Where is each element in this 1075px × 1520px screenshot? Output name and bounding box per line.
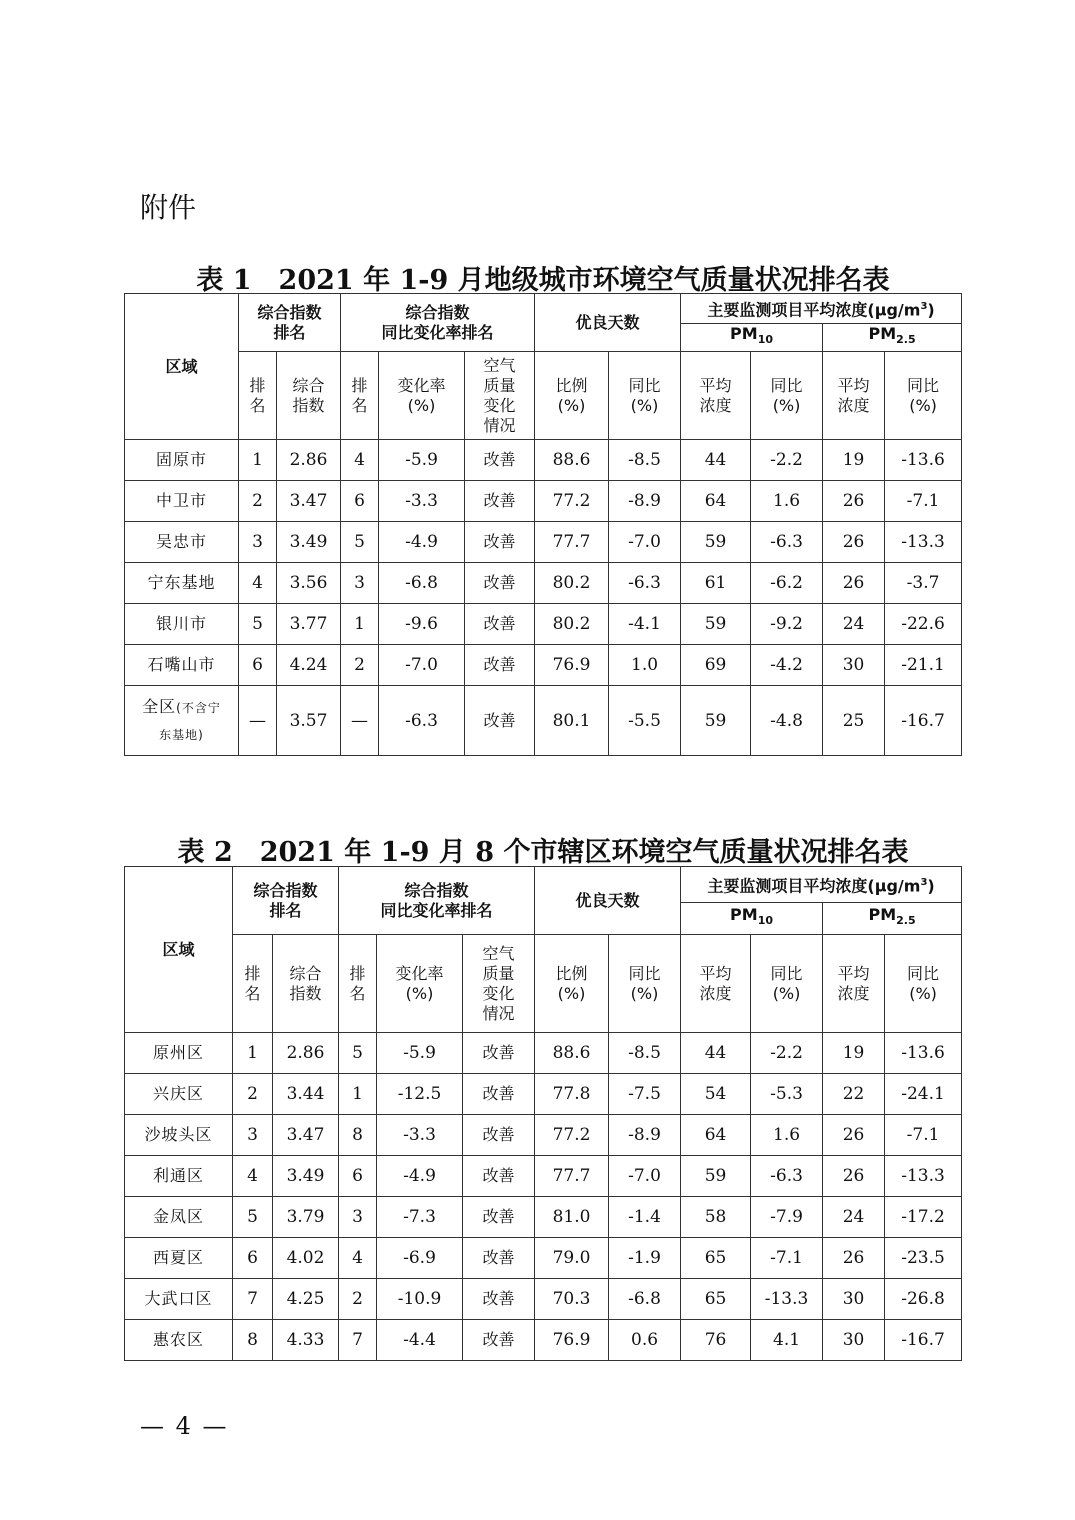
cell-pm10-avg: 64 — [681, 481, 751, 522]
cell-change-rank: — — [341, 686, 379, 756]
total-region-note: 东基地) — [159, 727, 204, 742]
cell-change-rate: -12.5 — [377, 1074, 463, 1115]
cell-region: 石嘴山市 — [125, 645, 239, 686]
cell-pm25-yoy: -3.7 — [885, 563, 962, 604]
cell-good-yoy: 0.6 — [609, 1320, 681, 1361]
header-index: 综合 指数 — [273, 935, 339, 1033]
cell-good-yoy: -8.9 — [609, 1115, 681, 1156]
cell-pm10-yoy: -7.1 — [751, 1238, 823, 1279]
cell-rank: 6 — [233, 1238, 273, 1279]
cell-region: 金凤区 — [125, 1197, 233, 1238]
cell-pm25-avg: 30 — [823, 1320, 885, 1361]
table-row — [125, 1115, 962, 1156]
header-index: 综合 指数 — [277, 352, 341, 440]
cell-pm10-yoy: -5.3 — [751, 1074, 823, 1115]
cell-good-ratio: 88.6 — [535, 440, 609, 481]
cell-good-ratio: 80.1 — [535, 686, 609, 756]
cell-pm10-avg: 64 — [681, 1115, 751, 1156]
cell-pm10-avg: 58 — [681, 1197, 751, 1238]
cell-pm25-yoy: -17.2 — [885, 1197, 962, 1238]
table-row — [125, 481, 962, 522]
cell-change-rank: 3 — [341, 563, 379, 604]
cell-quality: 改善 — [465, 440, 535, 481]
cell-change-rate: -5.9 — [379, 440, 465, 481]
cell-change-rate: -4.9 — [377, 1156, 463, 1197]
cell-change-rank: 5 — [341, 522, 379, 563]
cell-rank: 4 — [233, 1156, 273, 1197]
cell-good-yoy: -1.4 — [609, 1197, 681, 1238]
cell-change-rank: 1 — [341, 604, 379, 645]
cell-region: 银川市 — [125, 604, 239, 645]
cell-rank: 3 — [233, 1115, 273, 1156]
cell-good-yoy: -7.0 — [609, 1156, 681, 1197]
table-row — [125, 1320, 962, 1361]
cell-index: 3.79 — [273, 1197, 339, 1238]
cell-pm10-yoy: -13.3 — [751, 1279, 823, 1320]
table1-title: 表 1 2021 年 1-9 月地级城市环境空气质量状况排名表 — [196, 265, 890, 296]
cell-quality: 改善 — [465, 645, 535, 686]
header-change-rate: 变化率 (%) — [377, 935, 463, 1033]
cell-rank: 1 — [239, 440, 277, 481]
cell-change-rank: 2 — [339, 1279, 377, 1320]
cell-pm10-yoy: -4.8 — [751, 686, 823, 756]
cell-index: 3.47 — [273, 1115, 339, 1156]
cell-change-rank: 6 — [341, 481, 379, 522]
table-row — [125, 1279, 962, 1320]
header-good-yoy: 同比 (%) — [609, 935, 681, 1033]
cell-quality: 改善 — [463, 1033, 535, 1074]
cell-pm25-yoy: -7.1 — [885, 1115, 962, 1156]
header-rank: 排 名 — [239, 352, 277, 440]
cell-quality: 改善 — [463, 1115, 535, 1156]
cell-pm25-avg: 25 — [823, 686, 885, 756]
cell-index: 4.25 — [273, 1279, 339, 1320]
cell-pm10-avg: 59 — [681, 1156, 751, 1197]
cell-change-rank: 4 — [339, 1238, 377, 1279]
cell-pm25-yoy: -22.6 — [885, 604, 962, 645]
cell-good-ratio: 79.0 — [535, 1238, 609, 1279]
cell-good-ratio: 81.0 — [535, 1197, 609, 1238]
cell-good-ratio: 77.7 — [535, 1156, 609, 1197]
table-row — [125, 1238, 962, 1279]
cell-index: 2.86 — [277, 440, 341, 481]
cell-region: 固原市 — [125, 440, 239, 481]
total-region-note: (不含宁 — [176, 700, 221, 715]
cell-pm25-yoy: -23.5 — [885, 1238, 962, 1279]
cell-pm10-avg: 69 — [681, 645, 751, 686]
table-row — [125, 645, 962, 686]
cell-pm25-avg: 24 — [823, 604, 885, 645]
attachment-label: 附件 — [140, 191, 197, 224]
cell-pm25-avg: 19 — [823, 440, 885, 481]
cell-pm25-avg: 24 — [823, 1197, 885, 1238]
cell-pm10-avg: 44 — [681, 440, 751, 481]
header-change-rank-short: 排 名 — [341, 352, 379, 440]
cell-index: 3.44 — [273, 1074, 339, 1115]
cell-pm25-avg: 26 — [823, 1238, 885, 1279]
cell-good-yoy: -8.9 — [609, 481, 681, 522]
header-good-yoy: 同比 (%) — [609, 352, 681, 440]
cell-change-rank: 4 — [341, 440, 379, 481]
cell-index: 4.02 — [273, 1238, 339, 1279]
cell-good-ratio: 77.2 — [535, 1115, 609, 1156]
cell-index: 3.49 — [277, 522, 341, 563]
page-number: — 4 — — [140, 1412, 229, 1440]
cell-pm25-yoy: -13.6 — [885, 1033, 962, 1074]
cell-pm10-yoy: -2.2 — [751, 440, 823, 481]
header-pm10-avg: 平均 浓度 — [681, 935, 751, 1033]
cell-good-yoy: -5.5 — [609, 686, 681, 756]
cell-rank: 5 — [233, 1197, 273, 1238]
cell-rank: 4 — [239, 563, 277, 604]
header-ratio: 比例 (%) — [535, 352, 609, 440]
cell-good-yoy: -8.5 — [609, 440, 681, 481]
table-row — [125, 686, 962, 756]
header-composite-rank: 综合指数 排名 — [233, 867, 339, 935]
header-change-rank: 综合指数 同比变化率排名 — [339, 867, 535, 935]
table-row — [125, 440, 962, 481]
header-pm25: $PM_{2.5}$ — [823, 903, 962, 935]
header-pm25-yoy: 同比 (%) — [885, 935, 962, 1033]
cell-pm25-yoy: -16.7 — [885, 1320, 962, 1361]
cell-rank: 6 — [239, 645, 277, 686]
cell-quality: 改善 — [463, 1320, 535, 1361]
cell-index: 3.47 — [277, 481, 341, 522]
cell-quality: 改善 — [463, 1279, 535, 1320]
header-pm10-yoy: 同比 (%) — [751, 352, 823, 440]
cell-good-yoy: 1.0 — [609, 645, 681, 686]
cell-pm10-yoy: -6.3 — [751, 522, 823, 563]
cell-pm10-avg: 44 — [681, 1033, 751, 1074]
header-region: 区域 — [125, 294, 239, 440]
cell-quality: 改善 — [465, 522, 535, 563]
cell-good-ratio: 80.2 — [535, 604, 609, 645]
cell-pm25-yoy: -13.3 — [885, 1156, 962, 1197]
header-region: 区域 — [125, 867, 233, 1033]
cell-change-rank: 3 — [339, 1197, 377, 1238]
cell-rank: — — [239, 686, 277, 756]
cell-change-rate: -6.8 — [379, 563, 465, 604]
cell-change-rank: 2 — [341, 645, 379, 686]
cell-pm25-avg: 22 — [823, 1074, 885, 1115]
cell-quality: 改善 — [465, 686, 535, 756]
cell-pm10-yoy: -4.2 — [751, 645, 823, 686]
cell-pm10-avg: 65 — [681, 1238, 751, 1279]
cell-good-yoy: -6.3 — [609, 563, 681, 604]
cell-change-rate: -6.3 — [379, 686, 465, 756]
cell-change-rate: -9.6 — [379, 604, 465, 645]
cell-good-ratio: 76.9 — [535, 645, 609, 686]
cell-pm10-avg: 59 — [681, 686, 751, 756]
cell-change-rate: -3.3 — [377, 1115, 463, 1156]
cell-index: 4.33 — [273, 1320, 339, 1361]
cell-pm25-yoy: -24.1 — [885, 1074, 962, 1115]
cell-change-rate: -4.9 — [379, 522, 465, 563]
header-good-days: 优良天数 — [535, 294, 681, 352]
cell-quality: 改善 — [463, 1238, 535, 1279]
cell-pm10-avg: 76 — [681, 1320, 751, 1361]
cell-pm10-yoy: 1.6 — [751, 1115, 823, 1156]
cell-pm25-avg: 26 — [823, 481, 885, 522]
cell-region: 兴庆区 — [125, 1074, 233, 1115]
cell-index: 2.86 — [273, 1033, 339, 1074]
cell-change-rate: -7.0 — [379, 645, 465, 686]
cell-region: 大武口区 — [125, 1279, 233, 1320]
cell-region: 宁东基地 — [125, 563, 239, 604]
header-pm10: $PM_{10}$ — [681, 903, 823, 935]
cell-region: 利通区 — [125, 1156, 233, 1197]
table-row — [125, 1197, 962, 1238]
cell-rank: 7 — [233, 1279, 273, 1320]
cell-pm10-avg: 54 — [681, 1074, 751, 1115]
cell-pm25-avg: 26 — [823, 1156, 885, 1197]
cell-good-ratio: 77.8 — [535, 1074, 609, 1115]
table-row — [125, 1033, 962, 1074]
cell-rank: 1 — [233, 1033, 273, 1074]
table-row — [125, 604, 962, 645]
cell-pm10-yoy: -2.2 — [751, 1033, 823, 1074]
header-pm10-avg: 平均 浓度 — [681, 352, 751, 440]
cell-pm25-avg: 26 — [823, 522, 885, 563]
table-row — [125, 1074, 962, 1115]
cell-quality: 改善 — [465, 563, 535, 604]
cell-good-yoy: -7.0 — [609, 522, 681, 563]
cell-region: 吴忠市 — [125, 522, 239, 563]
cell-pm25-avg: 26 — [823, 563, 885, 604]
cell-pm10-avg: 61 — [681, 563, 751, 604]
cell-good-yoy: -1.9 — [609, 1238, 681, 1279]
cell-pm10-yoy: -9.2 — [751, 604, 823, 645]
cell-good-ratio: 88.6 — [535, 1033, 609, 1074]
header-pm25: $PM_{2.5}$ — [823, 324, 962, 352]
table1 — [124, 293, 962, 756]
cell-index: 3.49 — [273, 1156, 339, 1197]
cell-quality: 改善 — [463, 1197, 535, 1238]
header-pm25-yoy: 同比 (%) — [885, 352, 962, 440]
cell-quality: 改善 — [465, 604, 535, 645]
cell-rank: 3 — [239, 522, 277, 563]
cell-pm10-avg: 59 — [681, 522, 751, 563]
cell-pm25-yoy: -13.3 — [885, 522, 962, 563]
cell-change-rank: 7 — [339, 1320, 377, 1361]
table-row — [125, 563, 962, 604]
header-quality: 空气 质量 变化 情况 — [463, 935, 535, 1033]
cell-pm25-avg: 30 — [823, 1279, 885, 1320]
header-change-rank-short: 排 名 — [339, 935, 377, 1033]
cell-region — [125, 686, 239, 756]
header-pm25-avg: 平均 浓度 — [823, 935, 885, 1033]
header-composite-rank: 综合指数 排名 — [239, 294, 341, 352]
cell-pm25-yoy: -16.7 — [885, 686, 962, 756]
cell-good-ratio: 77.2 — [535, 481, 609, 522]
header-rank: 排 名 — [233, 935, 273, 1033]
cell-good-ratio: 80.2 — [535, 563, 609, 604]
cell-rank: 2 — [233, 1074, 273, 1115]
cell-region: 惠农区 — [125, 1320, 233, 1361]
cell-quality: 改善 — [463, 1074, 535, 1115]
cell-pm25-yoy: -26.8 — [885, 1279, 962, 1320]
cell-quality: 改善 — [463, 1156, 535, 1197]
cell-pm10-yoy: 4.1 — [751, 1320, 823, 1361]
cell-change-rate: -5.9 — [377, 1033, 463, 1074]
cell-pm10-avg: 59 — [681, 604, 751, 645]
cell-pm10-yoy: -6.3 — [751, 1156, 823, 1197]
cell-change-rate: -3.3 — [379, 481, 465, 522]
cell-rank: 2 — [239, 481, 277, 522]
cell-rank: 5 — [239, 604, 277, 645]
cell-index: 3.77 — [277, 604, 341, 645]
header-quality: 空气 质量 变化 情况 — [465, 352, 535, 440]
header-change-rate: 变化率 (%) — [379, 352, 465, 440]
header-pollutant: 主要监测项目平均浓度$(\mu g/m^3)$ — [681, 867, 962, 903]
cell-region: 西夏区 — [125, 1238, 233, 1279]
cell-change-rate: -10.9 — [377, 1279, 463, 1320]
cell-change-rank: 6 — [339, 1156, 377, 1197]
cell-pm25-avg: 19 — [823, 1033, 885, 1074]
cell-change-rate: -4.4 — [377, 1320, 463, 1361]
cell-pm25-yoy: -7.1 — [885, 481, 962, 522]
table-row — [125, 522, 962, 563]
cell-pm10-avg: 65 — [681, 1279, 751, 1320]
cell-good-ratio: 70.3 — [535, 1279, 609, 1320]
header-pm10: $PM_{10}$ — [681, 324, 823, 352]
cell-good-yoy: -8.5 — [609, 1033, 681, 1074]
cell-change-rank: 5 — [339, 1033, 377, 1074]
header-pm10-yoy: 同比 (%) — [751, 935, 823, 1033]
header-change-rank: 综合指数 同比变化率排名 — [341, 294, 535, 352]
cell-change-rate: -6.9 — [377, 1238, 463, 1279]
header-pollutant: 主要监测项目平均浓度$(\mu g/m^3)$ — [681, 294, 962, 324]
cell-region: 沙坡头区 — [125, 1115, 233, 1156]
cell-good-ratio: 77.7 — [535, 522, 609, 563]
cell-good-yoy: -4.1 — [609, 604, 681, 645]
cell-change-rank: 1 — [339, 1074, 377, 1115]
cell-pm25-avg: 30 — [823, 645, 885, 686]
cell-pm10-yoy: -6.2 — [751, 563, 823, 604]
cell-index: 4.24 — [277, 645, 341, 686]
cell-rank: 8 — [233, 1320, 273, 1361]
cell-good-yoy: -7.5 — [609, 1074, 681, 1115]
cell-pm25-yoy: -13.6 — [885, 440, 962, 481]
cell-pm25-avg: 26 — [823, 1115, 885, 1156]
table2-title: 表 2 2021 年 1-9 月 8 个市辖区环境空气质量状况排名表 — [177, 837, 909, 868]
table2 — [124, 866, 962, 1361]
cell-pm25-yoy: -21.1 — [885, 645, 962, 686]
cell-index: 3.56 — [277, 563, 341, 604]
cell-quality: 改善 — [465, 481, 535, 522]
total-region-label: 全区 — [142, 696, 177, 716]
cell-change-rank: 8 — [339, 1115, 377, 1156]
cell-pm10-yoy: -7.9 — [751, 1197, 823, 1238]
cell-change-rate: -7.3 — [377, 1197, 463, 1238]
header-good-days: 优良天数 — [535, 867, 681, 935]
cell-index: 3.57 — [277, 686, 341, 756]
cell-good-yoy: -6.8 — [609, 1279, 681, 1320]
header-ratio: 比例 (%) — [535, 935, 609, 1033]
table-row — [125, 1156, 962, 1197]
cell-region: 原州区 — [125, 1033, 233, 1074]
cell-region: 中卫市 — [125, 481, 239, 522]
cell-good-ratio: 76.9 — [535, 1320, 609, 1361]
header-pm25-avg: 平均 浓度 — [823, 352, 885, 440]
cell-pm10-yoy: 1.6 — [751, 481, 823, 522]
